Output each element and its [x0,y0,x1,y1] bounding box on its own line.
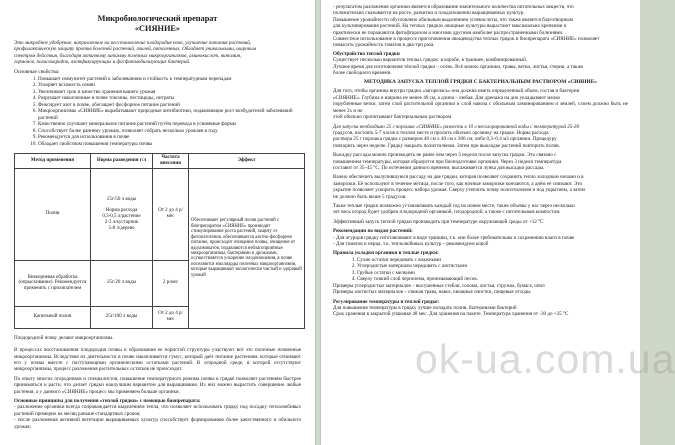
text-line: Примеры углеродистых материалов – высушенные стебли, солома, листья, стружка, бумага, опил [333,282,545,289]
section-header: Обустройство теплой грядки [333,50,400,57]
table-header-row [15,154,305,169]
intro-line: спектром действия, благодаря активному штамму полезных микроорганизмов, аминокислот, витамин, [14,52,242,59]
column-header: Частота внесения [153,154,189,169]
properties-list [14,76,301,148]
text-line: Важно обеспечить вылупившуюся рассаду на две грядки, которая позволяет сохранить тепло холодным ночами и в [333,174,584,181]
list-item: 8. Способствует более раннему урожаю, позволяет собрать несколько урожаев в году [38,128,301,135]
text-line: повысить урожайность томатов в два-три раза. [333,42,435,49]
text-line: лет весь огород будет удобрен плодородной органикой, плодородной, а также с питательным компостом. [333,209,561,216]
list-item: 5. Фиксирует азот в почве, обогащает фосфорное питание растений [38,102,301,109]
list-item: 2. Углеродистые материалы чередовать с азотистыми [357,263,628,270]
text-line: - Для томатов и перца, т.к. теплолюбивых культур – рекомендуем короб [333,241,489,247]
list-item: 1. Сухие остатки чередовать с влажными [357,257,628,264]
list-item: 1. Повышает иммунитет растений к заболеваниям и стойкость к температурным перепадам [38,76,301,83]
list-item: 4. Разрушает накопленные в почве токсины, пестициды, нитраты [38,95,301,102]
text-line: - Для огурцов грядку изготавливают в виде траншеи, т.к. они более требовательны к сохранению влаги в почве [333,234,575,241]
list-item: 3. Увеличивает срок и качество хранения вашего урожая [38,89,301,96]
text-line: Для повышения температуры в грядку лучше поладать полив, бытеринами бактерий [333,305,517,312]
text-line: Срок хранения в закрытой упаковке 48 мес. Для хранения на пакете. Температура хранения от -30 до +35 °С [333,311,569,318]
list-item: 4. Сверху тонкий слой чернозема, пронизывающий песок. [357,276,628,283]
text-line: Для запуска необходимо 25 г порошка «СИЯНИЕ» развести в 10 л несхлорированной воды с температурой 25-30 [333,123,580,130]
text-line: Примеры азотистых материалов – свежая трава, навоз, овощные очистки, пищевые отходы [333,289,531,296]
rules-list [333,257,628,283]
list-item: 9. Рекомендуется для использования в почве [38,134,301,141]
application-table [14,153,305,329]
column-header: Метод применения [15,154,91,169]
table-cell: 25г/20 л воды [91,260,153,306]
intro-line: Это микробное удобрение, направленное на восстановление плодородия почв, улучшение питания растений, [14,40,252,46]
watermark: ok-ua.com.ua [415,336,675,382]
section-header: Рекомендации по видам растений: [333,228,413,235]
text-line: Существует несколько вариантов теплых грядок: в коробе, в траншее, комбинированный. [333,57,528,64]
text-line: раствора 25 г порошка грядка с размером 40 см x 40 см x 300 см, либо 0,3–0,4 м3 органики. Процедуру [333,136,557,143]
text-line: Совместное использование в процессе приготовления овощеводства теплых грядок и биопрепарата «СИЯНИЕ» позволяет [333,36,600,43]
column-header: Эффект [189,154,305,169]
intro-block [14,40,301,66]
text-line: Эффективный запуск теплой грядки производить при температуре окружающей среды от +12 °С [333,218,544,225]
table-cell: От 2 до 4 р/мес [153,168,189,260]
text-line: повышением температуры, которая образуется при биоподготовке органики. Через 3 недели температура [333,158,562,165]
text-line: градусов, настоять 5-7 часов в теплом месте и пролить обильно органику на грядке. Норма расхода [333,129,549,136]
text-line: Такие теплые грядки возможно устанавливать каждый год на новом месте, такие объемы у нас через несколько [333,202,575,209]
paragraph: Основные принципы для получения «теплой грядки» с помощью биопрепарата: [14,397,201,404]
text-line: практически не поражаются фитофторозом и многими другими наиболее распространенными болезнями. [333,29,564,36]
paragraph: - после разложения активной вегетации выращиваемых культур способствует формированию более качественного и обильного урожая; [14,417,301,430]
text-line: порубленные ветки, затем слой растительной органики и слой навоза с обильным ламинированием и землей, слоем должно быть не менее 2х и не [333,101,628,114]
text-line: положительно сказывается на росте, развитии и плодоношении выращиваемых культур. [333,10,525,17]
left-page [0,0,316,445]
text-line: «СИЯНИЕ». Глубина и ширина не менее 40 см, а длина – любая. Для дренажа на дно укладывают мелко [333,94,561,101]
table-cell: Полив [15,168,91,260]
section-header: Регулирование температуры в теплой грядке: [333,298,440,305]
text-line: повторить через неделю. Грядку накрыть полиэтиленом. Затем при выкладке растений повторить полив. [333,142,560,149]
section-header: Правила укладки органики в теплые грядки: [333,250,439,257]
text-line: - результатом разложения органики является образование значительного количества питательных веществ, что [333,4,574,10]
text-line: для культивирования растений. На теплых грядках овощные культуры вырастают максимально крепкими и [333,23,567,30]
text-line: составит от 35–45 °С. По истечении данного времени, высаживается лунка для высадки рассады. [333,164,545,171]
after-table-note: Плодородной почву делают микроорганизмы. [14,334,114,341]
table-cell-effect: Обеспечивает регулярный полив растений с биопрепаратом «СИЯНИЕ» производит стимулирование роста растений, защиту от фитопатогенов, обеспечивается азотно-фосфорное питание, происходит очищение почвы, очищение от ядохимикатов, подавляются неблагоприятные микроорганизмы, бактериями и дрожжами, осуществляется ускорение плодоношения, в почве поселяются миллиарды полезных микроорганизмов, которые выращивают экологически чистый и здоровый урожай [189,168,305,328]
table-cell: 25г/50 л воды Норма расхода 0,3-0,5 л/растение 2-3 л/кустарник 5-8 л/дерево [91,168,153,260]
intro-line: гормонов, полисахаридов, азотфиксирующих и фосфатмобилизующих бактерий. [14,59,191,66]
list-item: 6. Микроорганизмы «СИЯНИЕ» вырабатывают природные антибиотики, подавляющие рост возбудителей заболеваний растений [38,108,301,121]
table-cell: Внекорневая обработка (опрыскивание). Рекомендуется применять с прилипателем [15,260,91,306]
table-cell: Капельный полив [15,306,91,328]
text-line: более свободного времени. [333,70,392,77]
text-line: Высадку рассады можно производить не ранее чем через 3 недели после запуска грядки. Это связано с [333,152,557,159]
text-line: заморозки. Её используют в течение месяца, после того, как ночные заморозки кончаются, а днём её снимают. Это [333,180,583,187]
text-line: этой обильно пропитывают бактериальным раствором. [333,114,453,121]
text-line: Лучшее время для изготовления тёплой грядки – осень. Всё можно органики, травы, ветки, листья, стерни, а также [333,63,584,70]
method-block [333,88,628,225]
list-item: 2. Ускоряет всхожесть семян [38,82,301,89]
list-item: 10. Обладает свойством повышения температуры почвы [38,141,301,148]
paragraph: - разложение органики всегда сопровождается выделением тепла, что позволяет использовать грядку под посадку теплолюбивых растений примерно на месяц раньше стандартных сроков; [14,404,301,417]
table-row [15,168,305,260]
text-line: Повышение урожайности обусловлено обильным выделением углекислоты, что также является благотворным [333,16,573,23]
text-line: Для того, чтобы органика внутри грядки «загорелась» она должна иметь определенный объем, состав и бактерии [333,88,580,95]
list-item: 3. Грубые остатки с мелкими [357,270,628,277]
page-title: Микробиологический препарат [97,14,218,23]
list-item: 7. Качественно улучшает минеральное питание растений путём перевода в усвояемые формы [38,121,301,128]
table-cell: 25г/100 л воды [91,306,153,328]
paragraph: По опыту многих огородников и специалистов, повышение температурного режима почвы в грядке позволяет растениям быстрее приниматься и расти, что делает грядки наилучшим вариантом для выращивания. Из них можно вырастить совершенно любые растения, а у данного «СИЯНИЕ» процесс мы применяем больше органики. [14,375,301,395]
section-title: МЕТОДИКА ЗАПУСКА ТЕПЛОЙ ГРЯДКИ С БАКТЕРИАЛЬНЫМ РАСТВОРОМ «СИЯНИЕ» [364,79,597,86]
top-block [333,4,628,49]
text-line: не должно быть выше 5 градусов. [333,193,407,200]
intro-line: профилактическую защиту против болезней растений, гнилей, патогенных. Обладает уникальными, широким [14,46,256,53]
text-line: укрытие позволяет ускорить процесс набора урожая. Сверху утеплить почву полиэтиленом и под укрытием, а затем [333,187,585,194]
product-name: «СИЯНИЕ» [134,24,181,33]
table-cell: 2 р/мес [153,260,189,306]
table-cell: От 2 до 4 р/мес [153,306,189,328]
right-page [320,0,640,445]
paragraph: В процессах восстановления плодородия почвы и образования ее пористой структуры участвуют всё это полезные почвенные микроорганизмы. Вследствие их деятельности в почве накапливается гумус, который даёт питание растениям, которые отнимают его у почвы вместе с поступающими органическими остатками растений. В огородной среде, в которой отсутствуют микроорганизмы, процесс разложения растительных остатков не происходит. [14,347,301,373]
properties-header: Основные свойства: [14,68,60,75]
column-header: Норма разведения г/л [91,154,153,169]
